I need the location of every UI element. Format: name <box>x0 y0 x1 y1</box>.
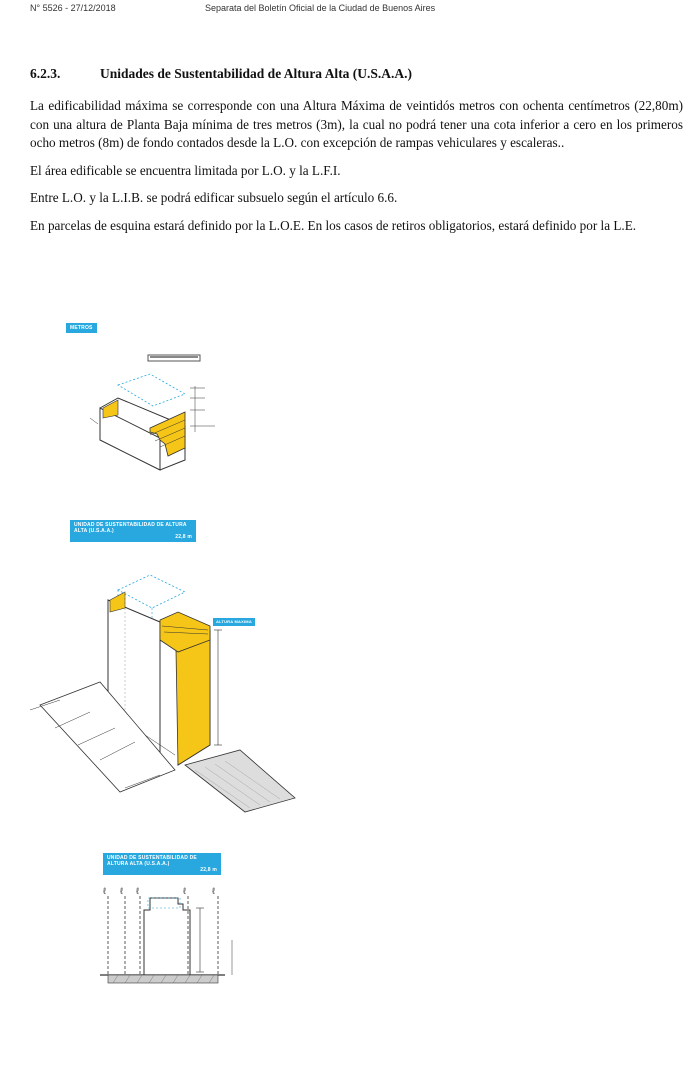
figure-3-tag-height: 22,8 m <box>200 867 217 873</box>
figure-3-section-diagram <box>0 880 689 1000</box>
figure-2-tag-text: UNIDAD DE SUSTENTABILIDAD DE ALTURA ALTA (U.S.A.A.) <box>74 522 187 534</box>
figure-2-volume-diagram <box>0 560 689 820</box>
paragraph: La edificabilidad máxima se corresponde con una Altura Máxima de veintidós metros con ochenta centímetros (22,80m) con una altura de Planta Baja mínima de tres metros (3m), la cual no podrá tener una cota inferior a cero en los primeros ocho metros (8m) de fondo contados desde la L.O. con excepción de rampas vehiculares y escaleras.. <box>30 98 683 151</box>
section-title: Unidades de Sustentabilidad de Altura Alta (U.S.A.A.) <box>100 66 413 81</box>
svg-text:ℓ: ℓ <box>183 886 186 896</box>
paragraph: Entre L.O. y la L.I.B. se podrá edificar subsuelo según el artículo 6.6. <box>30 190 398 206</box>
publication-name: Separata del Boletín Oficial de la Ciudad de Buenos Aires <box>205 3 436 13</box>
figure-2-tag <box>70 520 196 542</box>
figure-1-tag: METROS <box>66 323 97 333</box>
issue-number: N° 5526 - 27/12/2018 <box>30 3 116 13</box>
svg-text:ℓ: ℓ <box>212 886 215 896</box>
section-number: 6.2.3. <box>30 66 61 81</box>
section-heading <box>30 66 660 82</box>
svg-text:ℓ: ℓ <box>136 886 139 896</box>
svg-text:ℓ: ℓ <box>120 886 123 896</box>
page-header <box>30 3 659 17</box>
figure-3-tag <box>103 853 221 875</box>
paragraph: El área edificable se encuentra limitada por L.O. y la L.F.I. <box>30 162 341 178</box>
section-body <box>30 97 683 245</box>
figure-2-callout: ALTURA MAXIMA <box>213 618 255 626</box>
figure-1-volume-diagram <box>0 340 689 480</box>
figure-2-tag-height: 22,8 m <box>175 534 192 540</box>
paragraph: En parcelas de esquina estará definido por la L.O.E. En los casos de retiros obligatorios, estará definido por la L.E. <box>30 217 637 233</box>
svg-text:ℓ: ℓ <box>103 886 106 896</box>
figure-3-tag-text: UNIDAD DE SUSTENTABILIDAD DE ALTURA ALTA (U.S.A.A.) <box>107 855 197 867</box>
